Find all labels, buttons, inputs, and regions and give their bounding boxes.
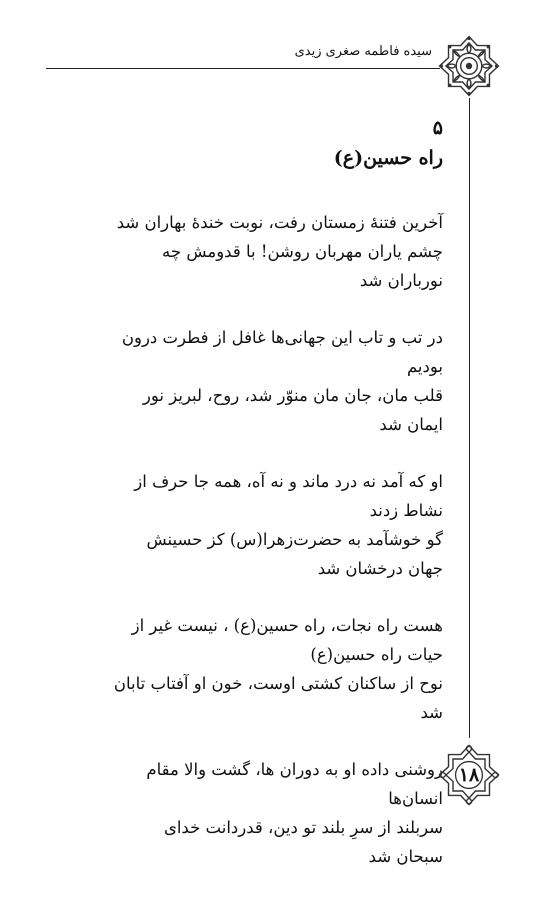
verse-line: سربلند از سرِ بلند تو دین، قدردانت خدای سبحان شد bbox=[163, 818, 443, 866]
stanza-3 bbox=[113, 467, 443, 583]
verse-line: روشنی داده او به دوران ها، گشت والا مقام انسان‌ها bbox=[146, 760, 443, 808]
floral-ornament-icon bbox=[437, 34, 501, 98]
page-number: ۱۸ bbox=[458, 764, 480, 786]
poem-section bbox=[113, 115, 443, 899]
verse-line: نوح از ساکنان کشتی اوست، خون او آفتاب تابان شد bbox=[113, 674, 443, 722]
margin-rule bbox=[469, 98, 470, 738]
verse-line: گو خوشآمد به حضرت‌زهرا(س) کز حسینش جهان درخشان شد bbox=[146, 530, 443, 578]
poem-body bbox=[113, 208, 443, 871]
poem-number: ۵ bbox=[432, 117, 443, 139]
verse-line: هست راه نجات، راه حسین(ع) ، نیست غیر از حیات راه حسین(ع) bbox=[131, 616, 443, 664]
verse-line: آخرین فتنهٔ زمستان رفت، نوبت خندهٔ بهاران شد bbox=[116, 213, 443, 232]
stanza-2 bbox=[113, 323, 443, 439]
stanza-4 bbox=[113, 611, 443, 727]
verse-line: چشم یاران مهربان روشن! با قدومش چه نورباران شد bbox=[162, 242, 443, 290]
poem-title: راه حسین(ع) bbox=[333, 147, 443, 169]
verse-line: او که آمد نه درد ماند و نه آه، همه جا حرف از نشاط زدند bbox=[134, 472, 443, 520]
stanza-1 bbox=[113, 208, 443, 295]
header-rule bbox=[46, 68, 440, 69]
verse-line: در تب و تاب این جهانی‌ها غافل از فطرت درون بودیم bbox=[121, 328, 443, 376]
running-header-author: سیده فاطمه صغری زیدی bbox=[294, 44, 432, 59]
stanza-5 bbox=[113, 755, 443, 871]
verse-line: قلب مان، جان مان منوّر شد، روح، لبریز نور ایمان شد bbox=[142, 386, 443, 434]
